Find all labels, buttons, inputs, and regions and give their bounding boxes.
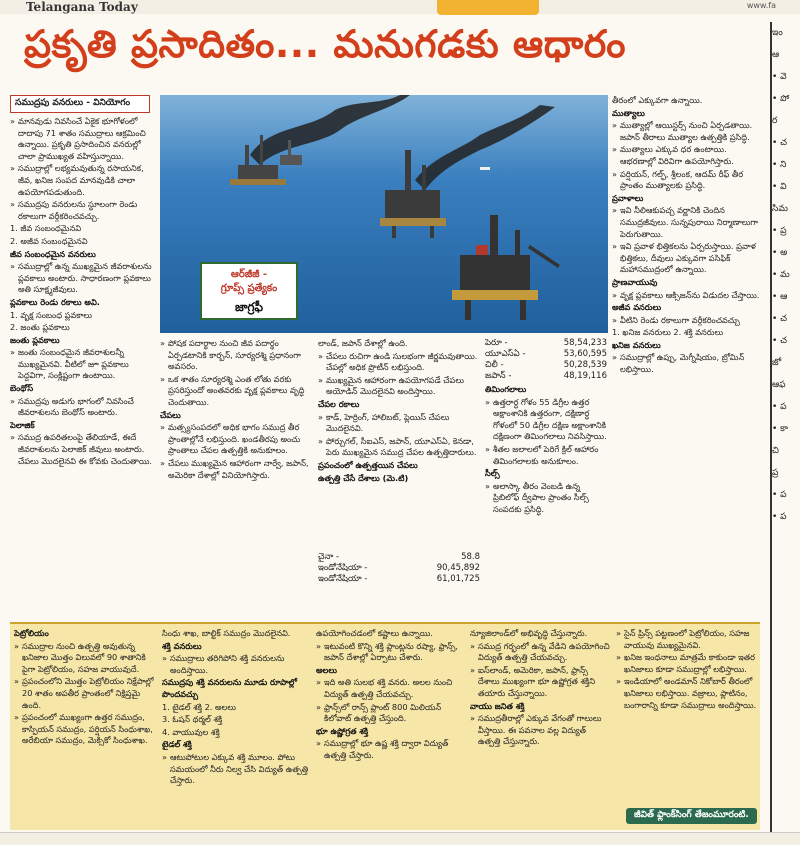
bottom-column-2 (162, 628, 310, 828)
subheading: ప్లవకాలు రెండు రకాలు అవి. (10, 296, 100, 307)
paragraph: » ముఖ్యమైన ఆహారంగా ఉపయోగపడే చేపలు అయోడిన్‌ మొదలైనవి అందిస్తాయి. (318, 375, 480, 398)
country-cell: ఇండోనేషియా - (318, 563, 368, 573)
side-strip-fragment: • ప (772, 402, 787, 412)
value-cell: 61,01,725 (436, 574, 480, 584)
subheading: అలలు (316, 664, 337, 675)
subheading: చేపలు (160, 409, 181, 420)
subheading: ఉత్పత్తి చేసే దేశాలు (మె.టి) (318, 472, 409, 483)
side-strip-fragment: ఆఫ (772, 380, 786, 390)
side-strip-fragment: • మ (772, 270, 790, 280)
paragraph: » జంతు సంబంధమైన జీవరాశులన్నీ ముఖ్యమైనవి. వీటిలో జూ ప్లవకాలు పెద్దవిగా, సంక్లిష్టంగా ఉంటాయి. (10, 347, 156, 382)
article-column-1 (10, 116, 156, 616)
paragraph: » వీటిని రెండు రకాలుగా వర్గీకరించవచ్చు (612, 315, 764, 327)
subheading: బెంథోస్‌ (10, 383, 34, 394)
side-strip-fragment: • ప (772, 490, 787, 500)
paragraph: » చేపలు ముఖ్యమైన ఆహారంగా నార్వే, జపాన్‌, అమెరికా దేశాల్లో వినియోగిస్తారు. (160, 458, 315, 481)
paragraph: » ప్రపంచంలోని మొత్తం పెట్రోలియం నిక్షేపాల్లో 20 శాతం అపతీర ప్రాంతంలో నిక్షిప్తమై ఉంది. (14, 676, 156, 711)
fish-production-table (318, 552, 480, 585)
subheading: వాయు జనిత శక్తి (470, 700, 525, 711)
paragraph: » చేపలు రుచిగా ఉండి సులభంగా జీర్ణమవుతాయి. చేపల్లో అధిక ప్రొటీన్‌ లభిస్తుంది. (318, 351, 480, 374)
paragraph: » సముద్రతీరాల్లో ఎక్కువ వేగంతో గాలులు వీస్తాయి. ఈ పవనాల వల్ల విద్యుత్‌ ఉత్పత్తి చేస్తున్నారు. (470, 713, 610, 748)
article-column-2 (160, 338, 315, 618)
caption-subject: జాగ్రఫీ (234, 300, 264, 314)
paragraph: » పోర్చుగల్‌, సీఐఎస్‌, జపాన్‌, యూఎస్‌ఏ, కెనడా, పెరు ముఖ్యమైన సముద్ర చేపల ఉత్పత్తిదారులు. (318, 436, 480, 459)
table-row (485, 349, 607, 360)
paragraph: సింధు శాఖ, బాల్టిక్‌ సముద్రం మొదలైనవి. (162, 628, 291, 638)
table-row (318, 552, 480, 563)
country-cell: పెరూ - (485, 338, 508, 348)
subheading: చేపల రకాలు (318, 398, 360, 409)
caption-line-1: ఆర్‌జీజీ - (230, 269, 268, 280)
paragraph: » ఆటుపోటుల ఎక్కువ శక్తి మూలం. పోటు సమయంలో నీరు నిల్వ చేసి విద్యుత్‌ ఉత్పత్తి చేస్తారు. (162, 752, 310, 787)
side-strip-fragment: చి (772, 446, 779, 456)
site-url[interactable]: www.fa (746, 1, 776, 10)
paragraph: 1. వృక్ష సంబంధ ప్లవకాలు (10, 309, 92, 320)
paragraph: 2. అజీవ సంబంధమైనవి (10, 235, 88, 246)
paragraph: 3. ఓషన్‌ థర్మల్‌ శక్తి (162, 714, 223, 725)
subheading: ప్రవాళాలు (612, 192, 644, 203)
section-heading-box: సముద్రపు వనరులు - వినియోగం (10, 95, 150, 113)
country-cell: ఇండోనేషియా - (318, 574, 368, 584)
paragraph: » సైన్‌ ప్రిన్స్‌ పట్టణంలో పెట్రోలియం, సహజ వాయువు ముఖ్యమైనవి. (616, 628, 758, 651)
subheading: పెలాజిక్‌ (10, 419, 35, 430)
bottom-strip (0, 832, 800, 845)
paragraph: » సముద్రాల్లో ఉప్పు, మెగ్నీషియం, బ్రోమిన్‌ లభిస్తాయి. (612, 352, 764, 375)
side-strip-fragment: ర (772, 116, 778, 126)
paragraph: » ఇవి ప్రవాళ భిత్తికలను ఏర్పరుస్తాయి. ప్రవాళ భిత్తికలు, దీవులు ఎక్కువగా పసిఫిక్‌ మహాసముద్రంలో ఉన్నాయి. (612, 241, 764, 276)
value-cell: 90,45,892 (436, 563, 480, 573)
paragraph: » సముద్రాల్లో లభ్యమవుతున్న రసాయనిక, జీవ, ఖనిజ సంపద మానవుడికి చాలా ఉపయోగపడుతుంది. (10, 163, 156, 198)
bottom-column-3 (316, 628, 464, 828)
subheading: శక్తి వనరులు (162, 640, 202, 651)
value-cell: 58.8 (461, 552, 480, 562)
country-cell: చిలీ - (485, 360, 504, 370)
paragraph: » మత్స్యసంపదలో అధిక భాగం సముద్ర తీర ప్రాంతాల్లోనే లభిస్తుంది. ఖండతీరపు అంచు ప్రాంతాలు చేపల ఉత్పత్తికి అనుకూలం. (160, 422, 315, 457)
side-strip-fragment: • ప (772, 512, 787, 522)
paragraph: » సముద్రపు అడుగు భాగంలో నివసించే జీవరాశులను బెంథోస్‌ అంటారు. (10, 396, 156, 419)
paragraph: » ఐస్‌లాండ్‌, అమెరికా, జపాన్‌, ఫ్రాన్స్‌ దేశాలు ముఖ్యంగా భూ ఉష్ణోగ్రత శక్తిని తయారు చేస్తున్నాయి. (470, 665, 610, 700)
paragraph: » ఇటువంటి కొన్ని శక్తి ప్లాంట్లను రష్యా, ఫ్రాన్స్‌, జపాన్‌ దేశాల్లో ఏర్పాటు చేశారు. (316, 641, 464, 664)
table-row (485, 338, 607, 349)
paragraph: » సముద్ర గర్భంలో ఉన్న వేడిని ఉపయోగించి విద్యుత్‌ ఉత్పత్తి చేయవచ్చు. (470, 641, 610, 664)
side-strip-fragment: జో (772, 358, 782, 368)
side-strip-fragment: • చ (772, 314, 788, 324)
country-cell: యూఎస్‌ఏ - (485, 349, 526, 359)
side-strip-fragment: • ఆ (772, 292, 788, 302)
subheading: పెట్రోలియం (14, 628, 49, 638)
table-row (318, 563, 480, 574)
value-cell: 53,60,595 (563, 349, 607, 359)
subheading: జంతు ప్లవకాలు (10, 334, 60, 345)
paragraph: లాండ్‌, జపాన్‌ దేశాల్లో ఉంది. (318, 338, 408, 348)
subheading: ప్రాణవాయువు (612, 276, 658, 287)
table-row (485, 371, 607, 382)
paragraph: » పర్షియన్‌, గల్ఫ్‌, శ్రీలంక, ఆదమ్‌ రీఫ్‌ తీర ప్రాంతం ముత్యాలకు ప్రసిద్ధి. (612, 169, 764, 192)
bottom-column-5 (616, 628, 758, 806)
paragraph: 1. జీవ సంబంధమైనవి (10, 223, 82, 234)
paragraph: » ఒక శాతం సూర్యరశ్మి ఎంత లోతు వరకు ప్రసరిస్తుందో అంతవరకు వృక్ష ప్లవకాలు వృద్ధి చెందుతాయి. (160, 374, 315, 409)
subheading: సముద్రపు శక్తి వనరులను మూడు రూపాల్లో పొందవచ్చు (162, 677, 297, 699)
paragraph: » ఇండియాలో అండమాన్‌ నికోబార్‌ తీరంలో ఖనిజాలు లభిస్తాయి. వజ్రాలు, ప్లాటినం, బంగారాన్ని కూడా సముద్రాలు అందిస్తాయి. (616, 676, 758, 711)
side-strip-fragment: • చ (772, 336, 788, 346)
caption-line-2: గ్రూప్స్‌ ప్రత్యేకం (220, 283, 278, 294)
article-column-4 (485, 384, 607, 618)
paragraph: » సముద్రాల నుంచి ఉత్పత్తి అవుతున్న ఖనిజాల మొత్తం విలువలో 90 శాతానికి పైగా పెట్రోలియం, సహజ వాయువుదే. (14, 641, 156, 676)
side-strip-fragment: • పో (772, 94, 790, 104)
paragraph: » ఫ్రాన్స్‌లో రాన్స్‌ ప్లాంట్‌ 800 మిలియన్‌ కిలోవాట్‌ ఉత్పత్తి చేస్తుంది. (316, 702, 464, 725)
side-strip-fragment: • చ (772, 138, 788, 148)
side-strip-fragment: • కా (772, 424, 788, 434)
paragraph: న్యూజిలాండ్‌లో అభివృద్ధి చేస్తున్నారు. (470, 628, 588, 638)
paragraph: » ఖనిజ ఇంధనాలు మాత్రమే కాకుండా ఇతర ఖనిజాలు కూడా సముద్రాల్లో లభిస్తాయి. (616, 652, 758, 675)
article-column-3 (318, 338, 480, 550)
bottom-column-4 (470, 628, 610, 828)
bottom-column-1 (14, 628, 156, 828)
paragraph: » మానవుడు నివసించే ఏకైక భూగోళంలో దాదాపు 71 శాతం సముద్రాలు ఆక్రమించి ఉన్నాయి. ప్రకృతి ప్రసాదించిన వనరుల్లో చాలా ప్రాముఖ్యత వహిస్తున్నాయి. (10, 116, 156, 162)
side-strip-fragment: ఆ (772, 50, 780, 60)
subheading: భూ ఉష్ణోగ్రత శక్తి (316, 725, 369, 736)
paragraph: » సముద్రాల్లో భూ ఉష్ణ శక్తి ద్వారా విద్యుత్‌ ఉత్పత్తి చేస్తారు. (316, 738, 464, 761)
paragraph: » ఉత్తరార్ధ గోళం 55 డిగ్రీల ఉత్తర అక్షాంశానికి ఉత్తరంగా, దక్షిణార్ధ గోళంలో 50 డిగ్రీల దక్షిణ అక్షాంశానికి దక్షిణంగా తిమింగలాలు నివసిస్తాయి. (485, 397, 607, 443)
side-strip-fragment: • అ (772, 248, 788, 258)
value-cell: 58,54,233 (563, 338, 607, 348)
section-banner (437, 0, 539, 15)
article-column-5 (612, 95, 764, 618)
paragraph: » ఇది అతి సులభ శక్తి వనరు. అలల నుంచి విద్యుత్‌ ఉత్పత్తి చేయవచ్చు. (316, 677, 464, 700)
paragraph: » శీతల జలాలలో పెరిగే క్రిల్‌ ఆహారం తిమింగలాలకు అనుకూలం. (485, 444, 607, 467)
paragraph: 4. వాయువుల శక్తి (162, 726, 220, 737)
paragraph: » సముద్ర ఉపరితలంపై తేలియాడే, ఈదే జీవరాశులను పెలాజిక్‌ జీవులు అంటారు. చేపలు మొదలైనవి ఈ కోవకు చెందుతాయి. (10, 432, 156, 467)
paragraph: » ముత్యాల్లో ఆయిస్టర్స్‌ నుంచి ఏర్పడతాయి. జపాన్‌ తీరాలు ముత్యాల ఉత్పత్తికి ప్రసిద్ధి. (612, 120, 764, 143)
side-strip-fragment: ప్ర (772, 468, 779, 478)
subheading: ప్రపంచంలో ఉత్పత్తయిన చేపలు (318, 459, 418, 470)
side-strip-fragment: • వి (772, 182, 787, 192)
paragraph: » సముద్రపు వనరులను స్థూలంగా రెండు రకాలుగా వర్గీకరించవచ్చు. (10, 199, 156, 222)
country-fish-table (485, 338, 607, 382)
paragraph: » ప్రపంచంలో ముఖ్యంగా ఉత్తర సముద్రం, కాస్పియన్‌ సముద్రం, పర్షియన్‌ సింధుశాఖ, అరేబియా సముద్రం, మెక్సికో సింధుశాఖ. (14, 712, 156, 747)
side-strip-fragment: ఇం (772, 28, 783, 38)
country-cell: జపాన్‌ - (485, 371, 512, 381)
country-cell: చైనా - (318, 552, 340, 562)
paragraph: 1. టైడల్‌ శక్తి 2. అలలు (162, 701, 236, 712)
subheading: టైడల్‌ శక్తి (162, 739, 192, 750)
table-row (485, 360, 607, 371)
side-strip-fragment: • ని (772, 160, 787, 170)
paragraph: » కాడ్‌, హెర్రింగ్‌, హాలిబట్‌, ప్లెయిస్‌ చేపలు మొదలైనవి. (318, 412, 480, 435)
paragraph: » ముత్యాలు ఎక్కువ ధర ఉంటాయి. ఆభరణాల్లో విరివిగా ఉపయోగిస్తారు. (612, 144, 764, 167)
subheading: అజీవ వనరులు (612, 302, 662, 313)
table-row (318, 574, 480, 585)
value-cell: 50,28,539 (563, 360, 607, 370)
paragraph: » అలాస్కా తీరం వెంబడి ఉన్న ప్రిబిలోఫ్‌ ద్వీపాల ప్రాంతం సీల్స్‌ సంపదకు ప్రసిద్ధి. (485, 481, 607, 516)
boat (480, 167, 490, 170)
paragraph: » సముద్రాల్లో ఉన్న ముఖ్యమైన జీవరాశులను ప్లవకాలు అంటారు. సాధారణంగా ప్లవకాలు అతి సూక్ష్మజీవులు. (10, 261, 156, 296)
paragraph: » పోషక పదార్థాల నుంచి జీవ పదార్థం ఏర్పడటానికి కార్బన్‌, సూర్యరశ్మి ప్రధానంగా అవసరం. (160, 338, 315, 373)
paragraph: 1. ఖనిజ వనరులు 2. శక్తి వనరులు (612, 327, 724, 338)
adjacent-article-strip (772, 22, 800, 528)
masthead: Telangana Today (26, 0, 138, 14)
paragraph: ఉపయోగించడంలో కష్టాలు ఉన్నాయి. (316, 628, 433, 638)
subheading: తిమింగలాలు (485, 384, 527, 394)
side-strip-fragment: • ప్ర (772, 226, 787, 236)
bottom-info-panel (10, 622, 760, 830)
subheading: ఖనిజ వనరులు (612, 339, 661, 350)
subheading: జీవ సంబంధమైన వనరులు (10, 248, 96, 259)
paragraph: తీరంలో ఎక్కువగా ఉన్నాయి. (612, 95, 703, 105)
subheading: సీల్స్‌ (485, 468, 500, 479)
paragraph: 2. జంతు ప్లవకాలు (10, 322, 70, 333)
subheading: ముత్యాలు (612, 107, 645, 118)
author-credit-badge: జీవిత్‌ ఫ్లాంక్‌సింగ్‌ తేజంమూరంటి. (626, 808, 757, 824)
author-caption-box (200, 262, 298, 320)
paragraph: » సముద్రాలు తరిగిపోని శక్తి వనరులను అందిస్తాయి. (162, 653, 310, 676)
paragraph: » ఇవి నీలిఆకుపచ్చ వర్ణానికి చెందిన సముద్రజీవులు. సున్నపురాయి నిర్మాణాలుగా పెరుగుతాయి. (612, 205, 764, 240)
page-title: ప్రకృతి ప్రసాదితం... మనుగడకు ఆధారం (24, 22, 627, 66)
paragraph: » వృక్ష ప్లవకాలు ఆక్సిజన్‌ను విడుదల చేస్తాయి. (612, 290, 764, 302)
side-strip-fragment: సిమ (772, 204, 788, 214)
value-cell: 48,19,116 (563, 371, 607, 381)
side-strip-fragment: • వె (772, 72, 787, 82)
